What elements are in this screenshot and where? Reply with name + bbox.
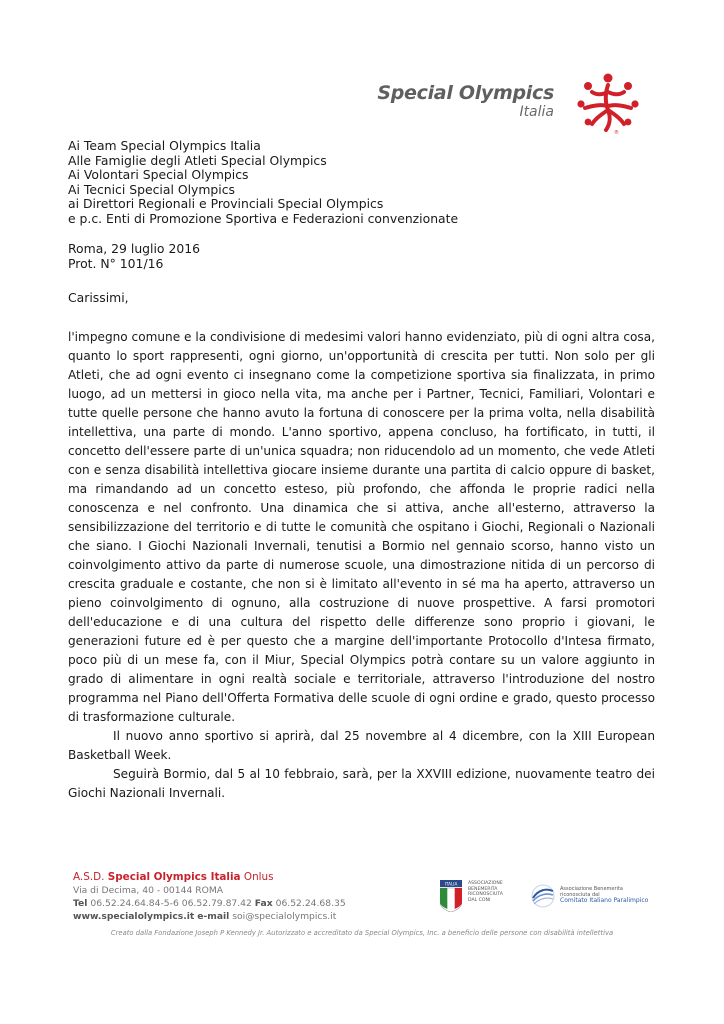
footer-tagline: Creato dalla Fondazione Joseph P Kennedy Jr. Autorizzato e accreditato da Special Olympics, Inc. a beneficio delle persone con disabilità intellettiva <box>110 929 614 937</box>
coni-line: DAL CONI <box>468 897 491 903</box>
recipient-line: ai Direttori Regionali e Provinciali Special Olympics <box>68 196 384 212</box>
org-prefix: A.S.D. <box>73 871 105 883</box>
footer-contact <box>73 871 346 923</box>
org-name: Special Olympics Italia <box>107 871 241 883</box>
footer-phone-fax <box>73 897 346 910</box>
coni-logo <box>440 880 540 914</box>
website-link[interactable]: www.specialolympics.it <box>73 911 195 922</box>
coni-flag-label: ITALIA <box>444 881 458 887</box>
recipient-line: Alle Famiglie degli Atleti Special Olympics <box>68 152 327 168</box>
tel-label: Tel <box>73 898 88 909</box>
coni-text <box>468 881 503 903</box>
logo-name: Special Olympics <box>377 82 554 104</box>
cip-text <box>560 886 648 905</box>
tel-value: 06.52.24.64.84-5-6 06.52.79.87.42 <box>90 898 252 909</box>
cip-line: Associazione Benemerita <box>560 886 623 892</box>
special-olympics-emblem-icon <box>572 70 644 136</box>
body-paragraph: Il nuovo anno sportivo si aprirà, dal 25 novembre al 4 dicembre, con la XIII European Basketball Week. <box>68 729 655 762</box>
special-olympics-logo <box>374 70 644 136</box>
salutation: Carissimi, <box>68 290 129 305</box>
recipient-line: e p.c. Enti di Promozione Sportiva e Federazioni convenzionate <box>68 210 459 226</box>
logo-country: Italia <box>519 104 554 120</box>
cip-line: riconosciuta dal <box>560 892 600 899</box>
body-paragraph: Seguirà Bormio, dal 5 al 10 febbraio, sarà, per la XXVIII edizione, nuovamente teatro dei Giochi Nazionali Invernali. <box>68 767 655 800</box>
coni-line: RICONOSCIUTA <box>468 892 503 898</box>
recipient-line: Ai Volontari Special Olympics <box>68 167 249 183</box>
italia-shield-icon <box>440 880 462 912</box>
body-paragraph: l'impegno comune e la condivisione di medesimi valori hanno evidenziato, più di ogni altra cosa, quanto lo sport rappresenti, ogni giorno, un'opportunità di crescita per tutti. Non solo per gli Atleti, che ad ogni evento ci insegnano come la competizione sportiva sia finalizzata, in primo luogo, ad un mettersi in gioco nella vita, ma anche per i Partner, Tecnici, Familiari, Volontari e tutte quelle persone che hanno avuto la fortuna di conoscere per la prima volta, nella disabilità intellettiva, una parte di mondo. L'anno sportivo, appena concluso, ha fortificato, in tutti, il concetto dell'essere parte di un'unica squadra; non riducendolo ad un momento, che vede Atleti con e senza disabilità intellettiva giocare insieme durante una partita di calcio oppure di basket, ma rimandando ad un concetto esteso, più profondo, che affonda le proprie radici nella conoscenza e nel confronto. Una dinamica che si attiva, anche all'esterno, attraverso la sensibilizzazione del territorio e di tutte le comunità che ospitano i Giochi, Regionali o Nazionali che siano. I Giochi Nazionali Invernali, tenutisi a Bormio nel gennaio scorso, hanno visto un coinvolgimento attivo da parte di numerose scuole, una dimostrazione nitida di un percorso di crescita graduale e costante, che non si è limitato all'evento in sé ma ha aperto, attraverso un pieno coinvolgimento di ognuno, alla costruzione di nuove prospettive. A farsi promotori dell'educazione e di una cultura del rispetto delle differenze sono proprio i giovani, le generazioni future ed è per questo che a margine dell'importante Protocollo d'Intesa firmato, poco più di un mese fa, con il Miur, Special Olympics potrà contare su un valore aggiunto in grado di alimentare in ogni realtà sociale e territoriale, attraverso l'introduzione del nostro programma nel Piano dell'Offerta Formativa delle scuole di ogni ordine e grado, questo processo di trasformazione culturale. <box>68 330 655 724</box>
recipient-line: Ai Team Special Olympics Italia <box>68 138 261 153</box>
recipients-block <box>68 139 458 227</box>
date-block <box>68 242 200 271</box>
paralympic-swoosh-icon <box>530 884 556 908</box>
letter-body <box>68 328 655 803</box>
svg-text:®: ® <box>614 130 619 136</box>
cip-logo <box>530 880 650 914</box>
cip-name: Comitato Italiano Paralimpico <box>560 897 649 905</box>
footer-org-title <box>73 871 346 884</box>
fax-value: 06.52.24.68.35 <box>275 898 346 909</box>
coni-line: ASSOCIAZIONE <box>468 881 503 886</box>
footer-web-email <box>73 910 346 923</box>
logo-wordmark <box>377 82 554 120</box>
letter-date: Roma, 29 luglio 2016 <box>68 241 200 256</box>
protocol-number: Prot. N° 101/16 <box>68 255 164 271</box>
fax-label: Fax <box>254 898 273 909</box>
email-link[interactable]: soi@specialolympics.it <box>232 911 337 922</box>
org-suffix: Onlus <box>243 871 274 883</box>
coni-line: BENEMERITA <box>468 886 498 892</box>
footer-address: Via di Decima, 40 - 00144 ROMA <box>73 885 224 896</box>
email-label: e-mail <box>197 911 230 922</box>
recipient-line: Ai Tecnici Special Olympics <box>68 181 235 197</box>
